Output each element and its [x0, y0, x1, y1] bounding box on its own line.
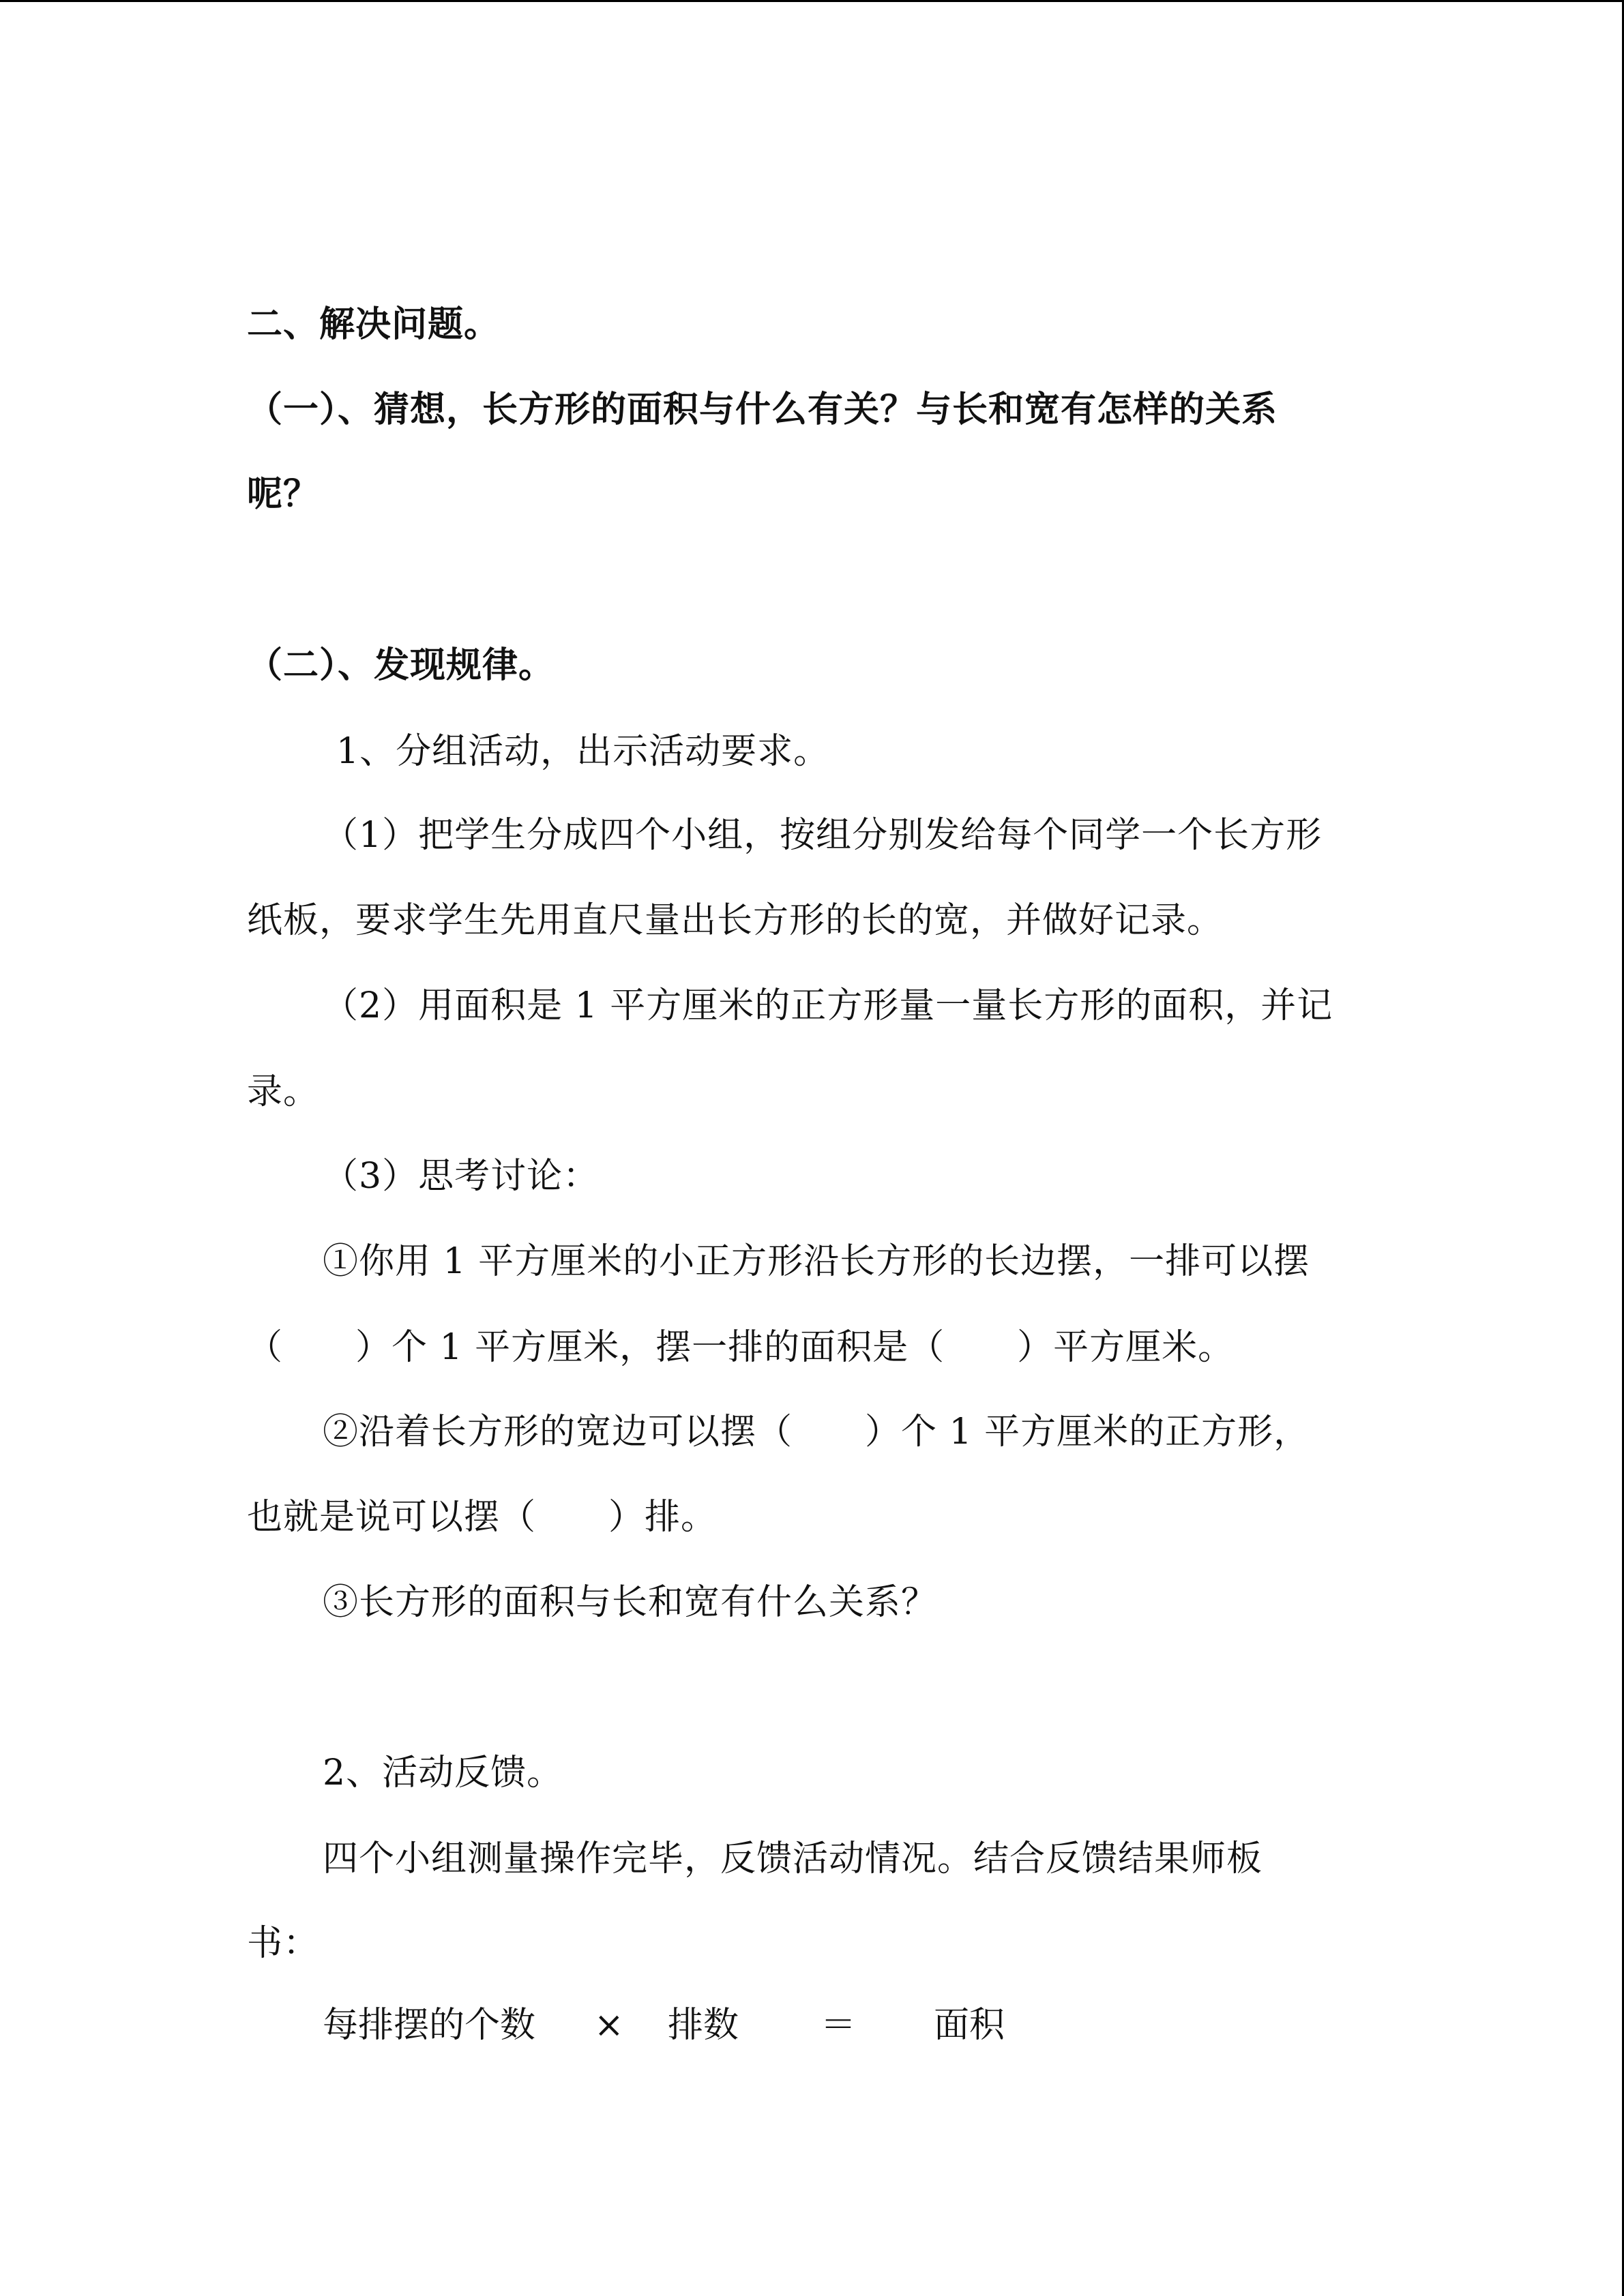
activity-item-2: 2、活动反馈。 [323, 1753, 563, 1793]
section-heading: 二、解决问题。 [247, 304, 501, 345]
question-2-line2: 也就是说可以摆（ ）排。 [247, 1497, 718, 1538]
formula-term-count-per-row: 每排摆的个数 [323, 2005, 536, 2046]
requirement-1-line1: （1）把学生分成四个小组，按组分别发给每个同学一个长方形 [323, 815, 1323, 856]
discover-heading: （二）、发现规律。 [247, 645, 555, 686]
requirement-1-line2: 纸板，要求学生先用直尺量出长方形的长的宽，并做好记录。 [247, 900, 1224, 941]
page-border-top [0, 0, 1624, 2]
guess-heading-line2: 呢？ [247, 474, 320, 515]
guess-heading-line1: （一）、猜想，长方形的面积与什么有关？与长和宽有怎样的关系 [247, 389, 1278, 430]
formula-times-sign: × [594, 2005, 624, 2046]
feedback-line1: 四个小组测量操作完毕，反馈活动情况。结合反馈结果师板 [323, 1838, 1263, 1879]
requirement-2-line1: （2）用面积是 1 平方厘米的正方形量一量长方形的面积，并记 [323, 985, 1333, 1026]
question-1-line1: ①你用 1 平方厘米的小正方形沿长方形的长边摆，一排可以摆 [323, 1241, 1310, 1282]
question-1-line2: （ ）个 1 平方厘米，摆一排的面积是（ ）平方厘米。 [247, 1327, 1235, 1368]
formula-equals-sign: ＝ [821, 2005, 857, 2046]
formula-result-area: 面积 [934, 2005, 1005, 2046]
question-3: ③长方形的面积与长和宽有什么关系？ [323, 1582, 938, 1623]
requirement-3: （3）思考讨论： [323, 1156, 600, 1197]
feedback-line2: 书： [247, 1923, 320, 1964]
formula-term-rows: 排数 [668, 2005, 739, 2046]
activity-item-1: 1、分组活动，出示活动要求。 [336, 731, 830, 772]
requirement-2-line2: 录。 [247, 1071, 320, 1112]
question-2-line1: ②沿着长方形的宽边可以摆（ ）个 1 平方厘米的正方形， [323, 1412, 1310, 1452]
